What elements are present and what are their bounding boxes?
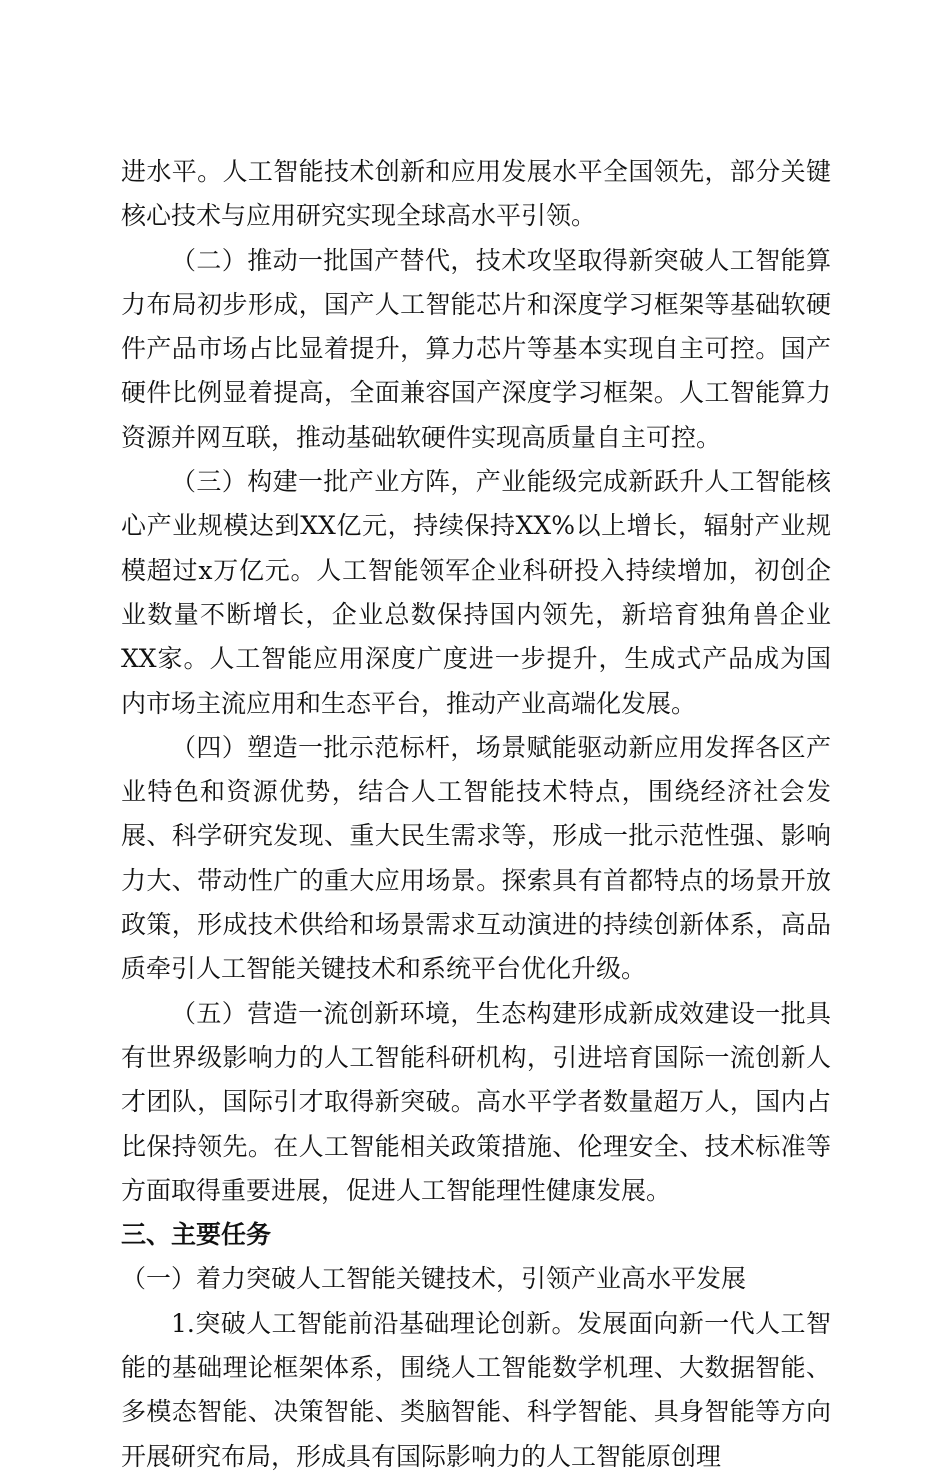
paragraph-goal-4: （四）塑造一批示范标杆，场景赋能驱动新应用发挥各区产业特色和资源优势，结合人工智能技术特点，围绕经济社会发展、科学研究发现、重大民生需求等，形成一批示范性强、影响力大、带动性广的重大应用场景。探索具有首都特点的场景开放政策，形成技术供给和场景需求互动演进的持续创新体系，高品质牵引人工智能关键技术和系统平台优化升级。 [121, 732, 831, 984]
task-item-1: 1.突破人工智能前沿基础理论创新。发展面向新一代人工智能的基础理论框架体系，围绕人工智能数学机理、大数据智能、多模态智能、决策智能、类脑智能、科学智能、具身智能等方向开展研究布局，形成具有国际影响力的人工智能原创理 [121, 1308, 831, 1471]
paragraph-continuation: 进水平。人工智能技术创新和应用发展水平全国领先，部分关键核心技术与应用研究实现全球高水平引领。 [121, 157, 831, 231]
section-heading: 三、主要任务 [121, 1220, 272, 1250]
document-body [121, 150, 831, 1479]
subsection-heading: （一）着力突破人工智能关键技术，引领产业高水平发展 [121, 1264, 747, 1294]
paragraph-goal-2: （二）推动一批国产替代，技术攻坚取得新突破人工智能算力布局初步形成，国产人工智能芯片和深度学习框架等基础软硬件产品市场占比显着提升，算力芯片等基本实现自主可控。国产硬件比例显着提高，全面兼容国产深度学习框架。人工智能算力资源并网互联，推动基础软硬件实现高质量自主可控。 [121, 245, 831, 452]
paragraph-goal-5: （五）营造一流创新环境，生态构建形成新成效建设一批具有世界级影响力的人工智能科研机构，引进培育国际一流创新人才团队，国际引才取得新突破。高水平学者数量超万人，国内占比保持领先。在人工智能相关政策措施、伦理安全、技术标准等方面取得重要进展，促进人工智能理性健康发展。 [121, 998, 831, 1205]
paragraph-goal-3: （三）构建一批产业方阵，产业能级完成新跃升人工智能核心产业规模达到XX亿元，持续保持XX%以上增长，辐射产业规模超过x万亿元。人工智能领军企业科研投入持续增加，初创企业数量不断增长，企业总数保持国内领先，新培育独角兽企业XX家。人工智能应用深度广度进一步提升，生成式产品成为国内市场主流应用和生态平台，推动产业高端化发展。 [121, 467, 831, 718]
